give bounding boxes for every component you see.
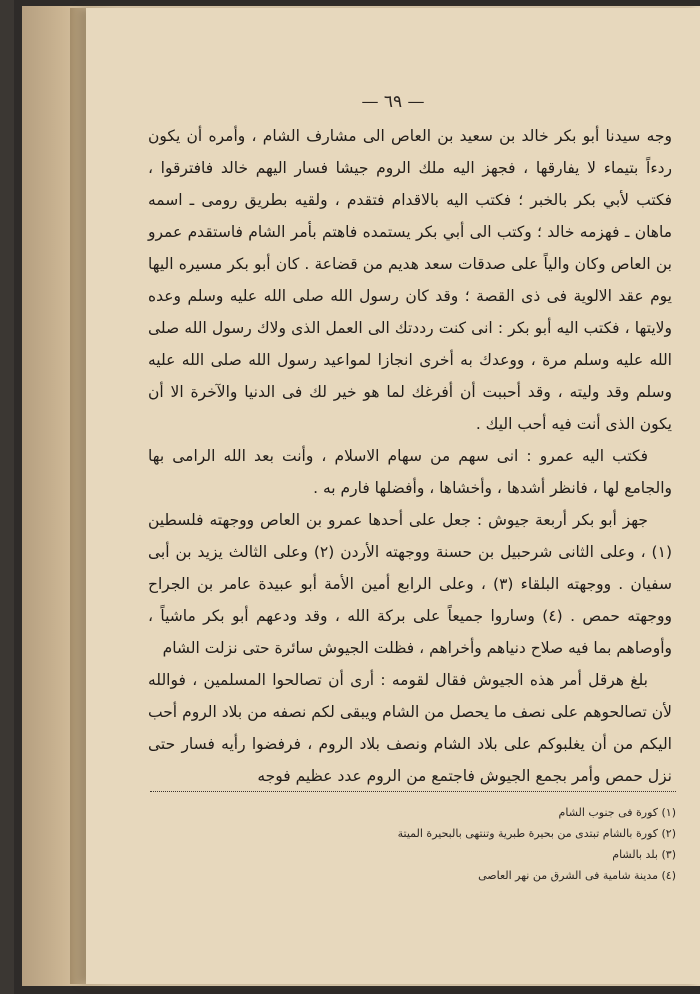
paragraph-1: وجه سيدنا أبو بكر خالد بن سعيد بن العاص الى مشارف الشام ، وأمره أن يكون ردءاً بتيماء لا يفارقها ، فجهز اليه ملك الروم جيشا فسار اليهم خالد فافترقوا ، فكتب لأبي بكر بالخبر ؛ فكتب اليه بالاقدام فتقدم ، ولقيه بطريق رومى ـ اسمه ماهان ـ فهزمه خالد ؛ وكتب الى أبي بكر يستمده فاهتم بأمر الشام فاستقدم عمرو بن العاص وكان والياً على صدقات سعد هديم من قضاعة . كان أبو بكر مسيره اليها يوم عقد الالوية فى ذى القصة ؛ وقد كان رسول الله صلى الله عليه وسلم وعده ولايتها ، فكتب اليه أبو بكر : انى كنت رددتك الى العمل الذى ولاك رسول الله صلى الله عليه وسلم مرة ، ووعدك به أخرى انجازا لمواعيد رسول الله صلى الله عليه وسلم وقد وليته ، وقد أحببت أن أفرغك لما هو خير لك فى الدنيا والآخرة الا أن يكون الذى أنت فيه أحب اليك . bbox=[148, 127, 672, 433]
footnote-3: (٣) بلد بالشام bbox=[612, 848, 676, 861]
footnote-1: (١) كورة فى جنوب الشام bbox=[558, 806, 676, 819]
footnote-divider bbox=[150, 791, 676, 792]
footnote-2: (٢) كورة بالشام تبتدى من بحيرة طبرية وتنتهى بالبحيرة الميتة bbox=[397, 827, 676, 840]
page-number: — ٦٩ — bbox=[361, 92, 425, 112]
footnote-4: (٤) مدينة شامية فى الشرق من نهر العاصى bbox=[478, 869, 676, 882]
paragraph-3: جهز أبو بكر أربعة جيوش : جعل على أحدها عمرو بن العاص ووجهته فلسطين (١) ، وعلى الثانى شرحبيل بن حسنة ووجهته الأردن (٢) وعلى الثالث يزيد بن أبى سفيان . ووجهته البلقاء (٣) ، وعلى الرابع أمين الأمة أبو عبيدة عامر بن الجراح ووجهته حمص . (٤) وساروا جميعاً على بركة الله ، وقد ودعهم أبو بكر ماشياً ، وأوصاهم بما فيه صلاح دنياهم وأخراهم ، فظلت الجيوش سائرة حتى نزلت الشام bbox=[148, 511, 672, 657]
footnotes bbox=[146, 802, 676, 886]
body-text bbox=[148, 120, 672, 792]
paragraph-4: بلغ هرقل أمر هذه الجيوش فقال لقومه : أرى أن تصالحوا المسلمين ، فوالله لأن تصالحوهم على نصف ما يحصل من الشام ويبقى لكم نصفه من بلاد الروم أحب اليكم من أن يغلبوكم على بلاد الشام ونصف بلاد الروم ، فرفضوا رأيه فسار حتى نزل حمص وأمر بجمع الجيوش فاجتمع من الروم عدد عظيم فوجه bbox=[148, 671, 672, 785]
paragraph-2: فكتب اليه عمرو : انى سهم من سهام الاسلام ، وأنت بعد الله الرامى بها والجامع لها ، فانظر أشدها ، وأخشاها ، وأفضلها فارم به . bbox=[148, 447, 672, 497]
book-page bbox=[86, 8, 700, 984]
